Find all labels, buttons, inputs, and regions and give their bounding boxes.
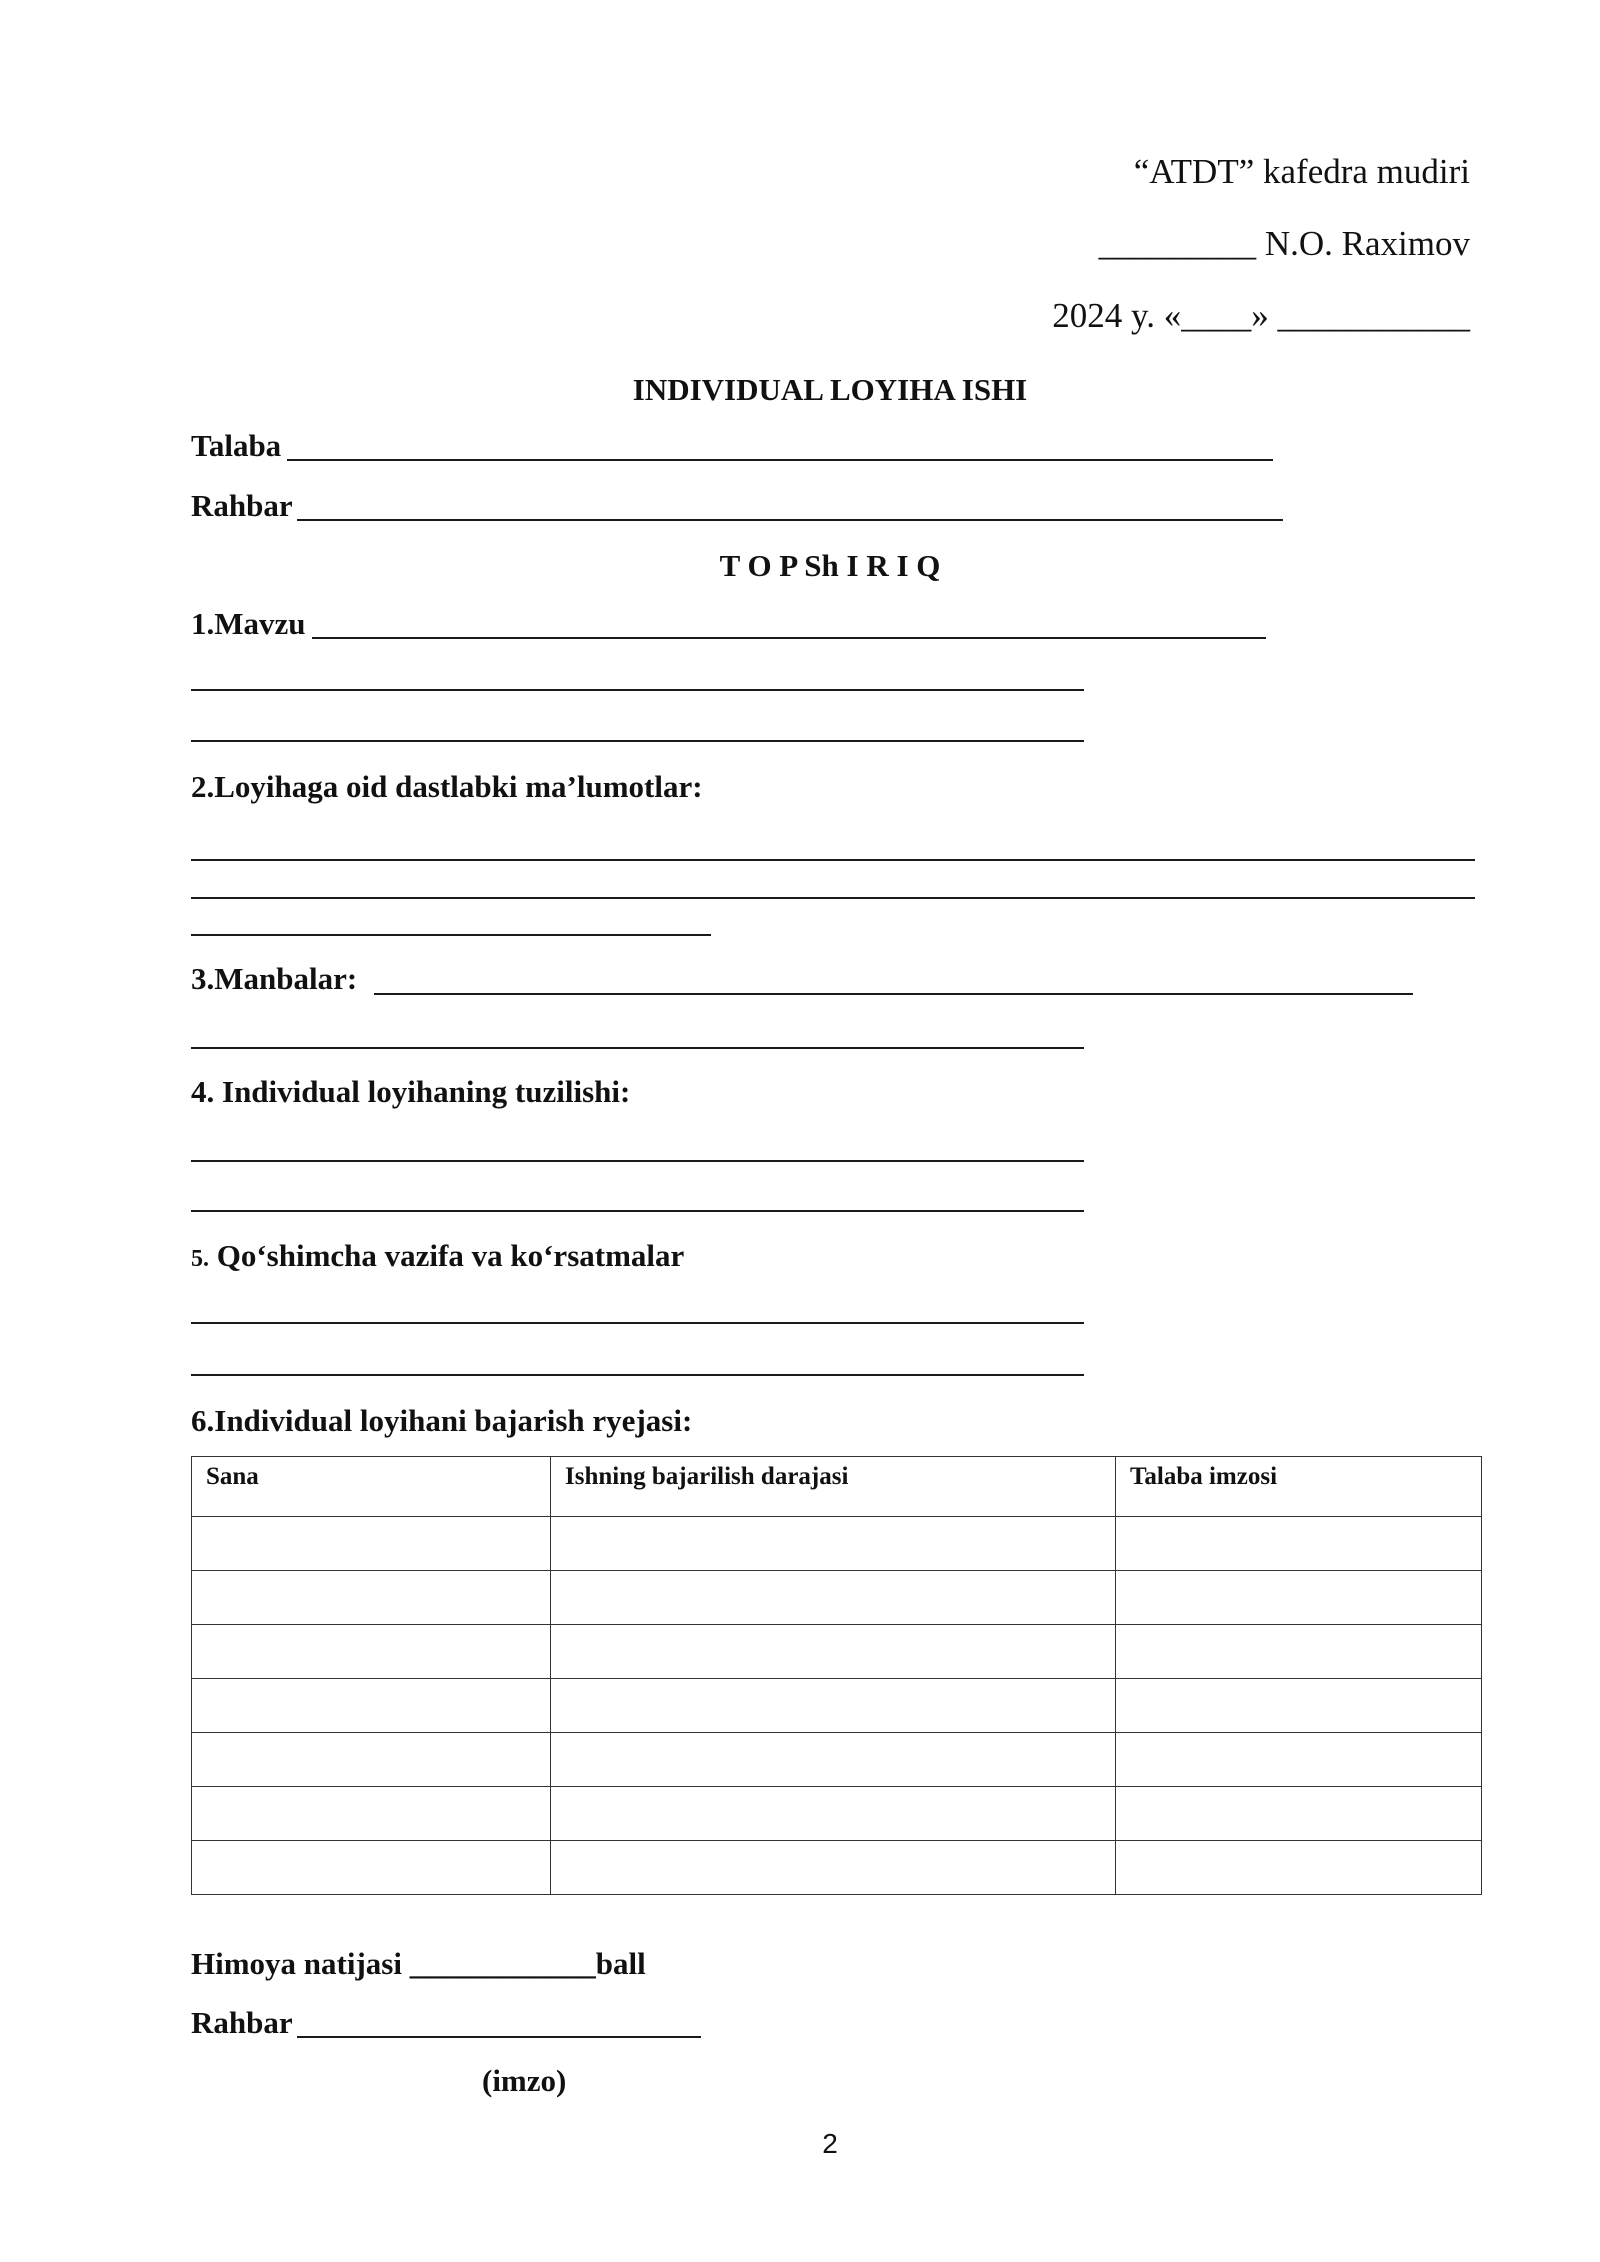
progress-cell[interactable] bbox=[551, 1625, 1116, 1679]
section-1-topic-label: 1.Mavzu bbox=[191, 606, 306, 641]
student-field bbox=[191, 428, 281, 464]
signature-cell[interactable] bbox=[1116, 1733, 1482, 1787]
defense-result-label: Himoya natijasi bbox=[191, 1946, 402, 1981]
defense-result-line bbox=[191, 1946, 646, 1982]
page-number: 2 bbox=[822, 2128, 838, 2159]
supervisor-field bbox=[191, 488, 293, 524]
date-cell[interactable] bbox=[192, 1517, 551, 1571]
section-6-plan-label: 6.Individual loyihani bajarish ryejasi: bbox=[191, 1403, 693, 1438]
progress-cell[interactable] bbox=[551, 1733, 1116, 1787]
section-5-additional-tasks-label bbox=[191, 1238, 684, 1274]
table-row bbox=[192, 1733, 1482, 1787]
structure-input-line-2[interactable] bbox=[191, 1210, 1084, 1212]
section-4-structure-label: 4. Individual loyihaning tuzilishi: bbox=[191, 1074, 631, 1109]
signature-cell[interactable] bbox=[1116, 1517, 1482, 1571]
date-cell[interactable] bbox=[192, 1571, 551, 1625]
progress-cell[interactable] bbox=[551, 1571, 1116, 1625]
date-cell[interactable] bbox=[192, 1787, 551, 1841]
sources-input-line-1[interactable] bbox=[374, 993, 1413, 995]
column-header-date: Sana bbox=[192, 1457, 551, 1517]
structure-input-line-1[interactable] bbox=[191, 1160, 1084, 1162]
additional-tasks-line-2[interactable] bbox=[191, 1374, 1084, 1376]
table-row bbox=[192, 1787, 1482, 1841]
column-header-progress: Ishning bajarilish darajasi bbox=[551, 1457, 1116, 1517]
date-cell[interactable] bbox=[192, 1625, 551, 1679]
supervisor-input-line[interactable] bbox=[297, 519, 1283, 521]
progress-cell[interactable] bbox=[551, 1679, 1116, 1733]
signature-cell[interactable] bbox=[1116, 1625, 1482, 1679]
section-5-number: 5. bbox=[191, 1246, 209, 1272]
topic-input-line-1[interactable] bbox=[312, 637, 1266, 639]
score-unit: ball bbox=[595, 1946, 646, 1981]
progress-cell[interactable] bbox=[551, 1841, 1116, 1895]
department-head-name: N.O. Raximov bbox=[1264, 224, 1470, 263]
student-label: Talaba bbox=[191, 428, 282, 463]
initial-data-line-3[interactable] bbox=[191, 934, 711, 936]
execution-plan-table bbox=[191, 1456, 1482, 1895]
initial-data-line-1[interactable] bbox=[191, 859, 1475, 861]
date-cell[interactable] bbox=[192, 1841, 551, 1895]
final-supervisor-label: Rahbar bbox=[191, 2005, 293, 2040]
assignment-heading: T O P Sh I R I Q bbox=[719, 548, 941, 583]
signature-cell[interactable] bbox=[1116, 1787, 1482, 1841]
column-header-signature: Talaba imzosi bbox=[1116, 1457, 1482, 1517]
topic-input-line-3[interactable] bbox=[191, 740, 1084, 742]
signature-blank[interactable]: _________ bbox=[1098, 224, 1257, 263]
table-row bbox=[192, 1841, 1482, 1895]
progress-cell[interactable] bbox=[551, 1787, 1116, 1841]
final-supervisor-signature-line[interactable] bbox=[297, 2036, 701, 2038]
table-row bbox=[192, 1571, 1482, 1625]
document-title: INDIVIDUAL LOYIHA ISHI bbox=[632, 372, 1028, 407]
date-cell[interactable] bbox=[192, 1733, 551, 1787]
table-row bbox=[192, 1625, 1482, 1679]
table-header-row bbox=[192, 1457, 1482, 1517]
sources-input-line-2[interactable] bbox=[191, 1047, 1084, 1049]
signature-cell[interactable] bbox=[1116, 1571, 1482, 1625]
supervisor-label: Rahbar bbox=[191, 488, 293, 523]
topic-input-line-2[interactable] bbox=[191, 689, 1084, 691]
signature-cell[interactable] bbox=[1116, 1841, 1482, 1895]
table-row bbox=[192, 1517, 1482, 1571]
student-input-line[interactable] bbox=[287, 459, 1273, 461]
section-3-sources-label: 3.Manbalar: bbox=[191, 961, 358, 996]
signature-cell[interactable] bbox=[1116, 1679, 1482, 1733]
department-head-title: “ATDT” kafedra mudiri bbox=[1133, 152, 1470, 191]
additional-tasks-line-1[interactable] bbox=[191, 1322, 1084, 1324]
signature-caption: (imzo) bbox=[482, 2063, 567, 2098]
defense-score-blank[interactable]: ____________ bbox=[409, 1946, 596, 1981]
section-5-text: Qo‘shimcha vazifa va ko‘rsatmalar bbox=[216, 1238, 685, 1273]
date-cell[interactable] bbox=[192, 1679, 551, 1733]
initial-data-line-2[interactable] bbox=[191, 897, 1475, 899]
table-row bbox=[192, 1679, 1482, 1733]
progress-cell[interactable] bbox=[551, 1517, 1116, 1571]
approval-date-line[interactable]: 2024 y. «____» ___________ bbox=[1052, 296, 1470, 335]
department-head-signature-line bbox=[1099, 224, 1470, 264]
section-2-initial-data-label: 2.Loyihaga oid dastlabki ma’lumotlar: bbox=[191, 769, 703, 804]
